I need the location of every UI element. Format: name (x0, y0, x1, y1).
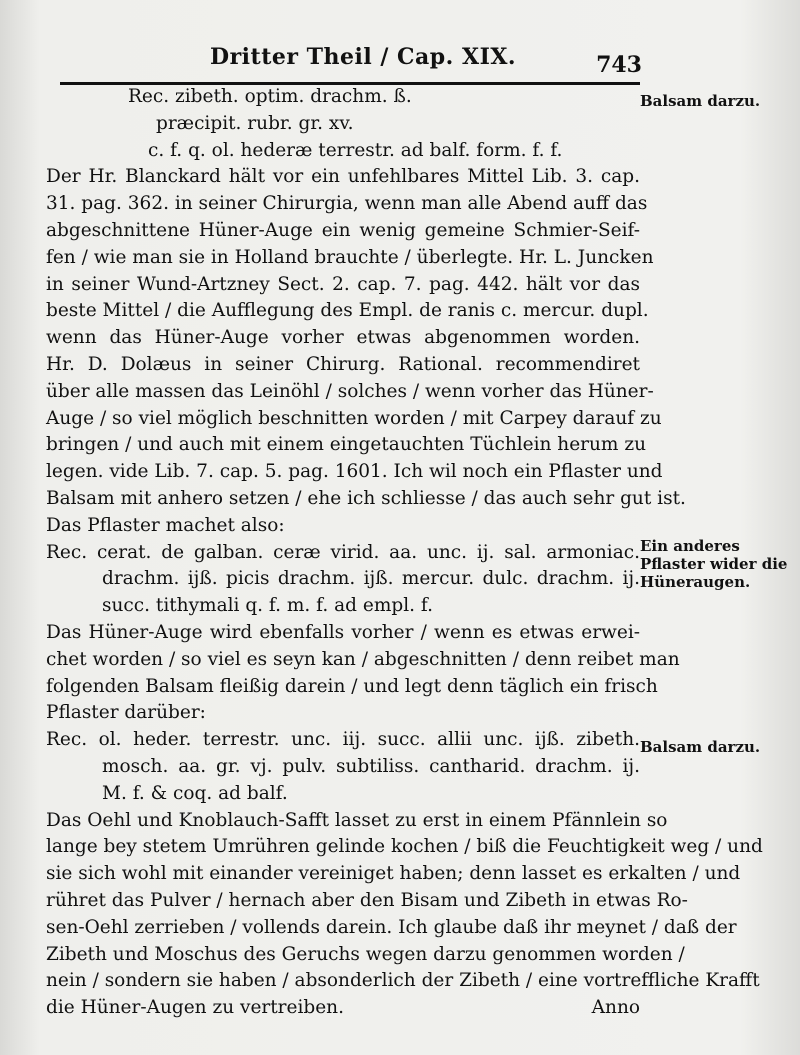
text-line: Pflaster darüber: (46, 702, 206, 724)
text-line: Rec. ol. heder. terrestr. unc. iij. succ. allii unc. ijß. zibeth. (46, 729, 640, 751)
text-line: sen-Oehl zerrieben / vollends darein. Ich glaube daß ihr meynet / daß der (46, 916, 737, 938)
text-line: folgenden Balsam fleißig darein / und legt denn täglich ein frisch (46, 675, 658, 697)
text-line: chet worden / so viel es seyn kan / abgeschnitten / denn reibet man (46, 648, 680, 670)
text-line: Das Oehl und Knoblauch-Safft lasset zu erst in einem Pfännlein so (46, 809, 668, 831)
text-line: nein / sondern sie haben / absonderlich der Zibeth / eine vortreffliche Krafft (46, 970, 760, 992)
text-line: sie sich wohl mit einander vereiniget haben; denn lasset es erkalten / und (46, 863, 741, 885)
running-head: Dritter Theil / Cap. XIX. (210, 44, 517, 70)
text-line: Das Hüner-Auge wird ebenfalls vorher / wenn es etwas erwei- (46, 621, 640, 643)
text-line (46, 995, 640, 1022)
text-line: über alle massen das Leinöhl / solches / wenn vorher das Hüner- (46, 380, 654, 402)
text-line: rühret das Pulver / hernach aber den Bisam und Zibeth in etwas Ro- (46, 889, 688, 911)
text-line: Zibeth und Moschus des Geruchs wegen darzu genommen worden / (46, 943, 685, 965)
text-line: succ. tithymali q. f. m. f. ad empl. f. (102, 595, 433, 617)
text-line: c. f. q. ol. hederæ terrestr. ad balf. form. f. f. (148, 139, 563, 161)
text-line: mosch. aa. gr. vj. pulv. subtiliss. cantharid. drachm. ij. (102, 755, 640, 777)
text-line: Der Hr. Blanckard hält vor ein unfehlbares Mittel Lib. 3. cap. (46, 166, 640, 188)
text-line: beste Mittel / die Aufflegung des Empl. de ranis c. mercur. dupl. (46, 300, 649, 322)
text-line: fen / wie man sie in Holland brauchte / überlegte. Hr. L. Juncken (46, 246, 654, 268)
margin-note-plaster: Ein anderes Pflaster wider die Hüneraugen. (640, 537, 788, 591)
page-header (60, 44, 640, 80)
text-line: Balsam mit anhero setzen / ehe ich schliesse / das auch sehr gut ist. (46, 487, 686, 509)
margin-note-balsam: Balsam darzu. (640, 92, 761, 110)
text-line: Das Pflaster machet also: (46, 514, 285, 536)
text-line: bringen / und auch mit einem eingetauchten Tüchlein herum zu (46, 434, 647, 456)
text-line: 31. pag. 362. in seiner Chirurgia, wenn man alle Abend auff das (46, 193, 648, 215)
text-line: Hr. D. Dolæus in seiner Chirurg. Rational. recommendiret (46, 353, 640, 375)
catchword: Anno (591, 997, 640, 1019)
text-line: Rec. zibeth. optim. drachm. ß. (128, 86, 412, 107)
text-line: lange bey stetem Umrühren gelinde kochen / biß die Feuchtigkeit weg / und (46, 836, 763, 858)
text-line: Rec. cerat. de galban. ceræ virid. aa. unc. ij. sal. armoniac. (46, 541, 640, 563)
text-line: in seiner Wund-Artzney Sect. 2. cap. 7. pag. 442. hält vor das (46, 273, 640, 295)
margin-note-balsam-2: Balsam darzu. (640, 738, 761, 756)
text-line-content: die Hüner-Augen zu vertreiben. (46, 997, 344, 1019)
text-line: præcipit. rubr. gr. xv. (156, 112, 354, 134)
text-line: wenn das Hüner-Auge vorher etwas abgenommen worden. (46, 327, 640, 349)
page-number: 743 (596, 52, 642, 78)
text-line: legen. vide Lib. 7. cap. 5. pag. 1601. Ich wil noch ein Pflaster und (46, 461, 663, 483)
text-line: abgeschnittene Hüner-Auge ein wenig gemeine Schmier-Seif- (46, 219, 640, 241)
text-line: M. f. & coq. ad balf. (102, 782, 288, 804)
text-line: drachm. ijß. picis drachm. ijß. mercur. dulc. drachm. ij. (102, 568, 640, 590)
text-line: Auge / so viel möglich beschnitten worden / mit Carpey darauf zu (46, 407, 662, 429)
